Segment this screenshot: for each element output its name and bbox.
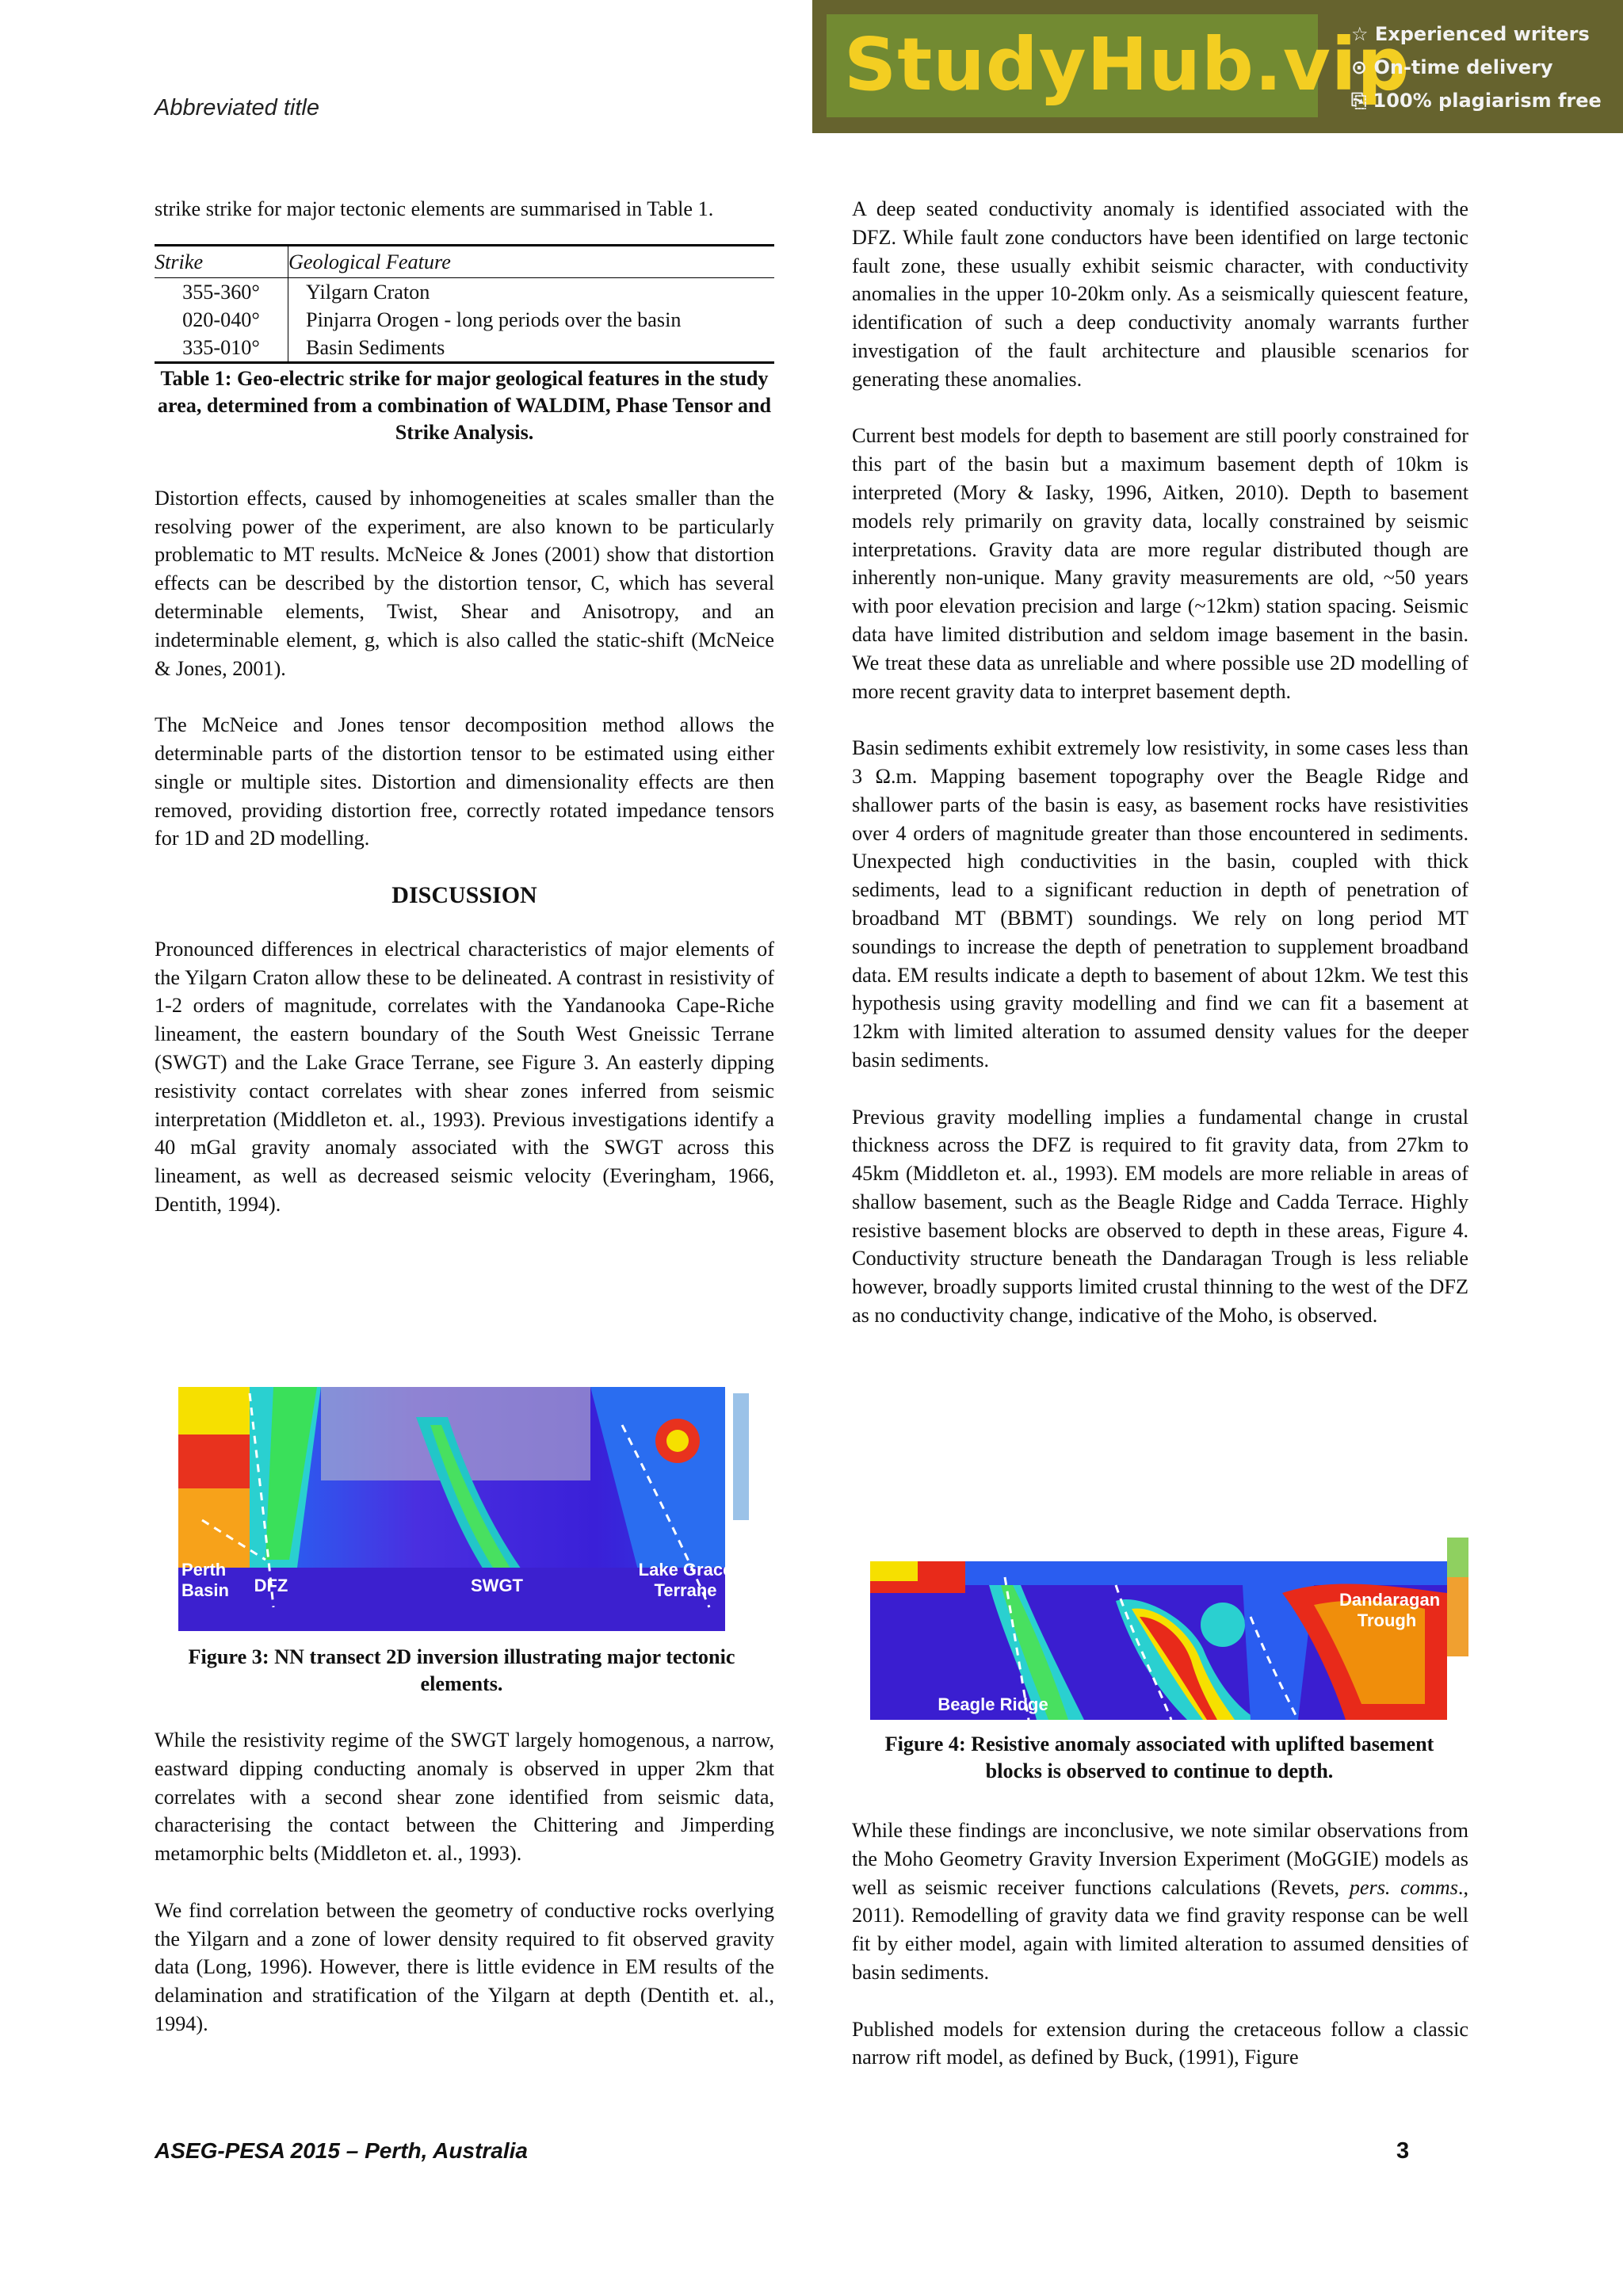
figure-4-image (870, 1530, 1468, 1728)
feature-experienced-writers: ☆ Experienced writers (1351, 23, 1590, 45)
paragraph-distortion: Distortion effects, caused by inhomogeneities at scales smaller than the resolving power of the experiment, are also known to be particularly problematic to MT results. McNeice & Jones (2001) show that distortion effects can be described by the distortion tensor, C, which has several determinable elements, Twist, Shear and Anisotropy, and an indeterminable element, g, which is also called the static-shift (McNeice & Jones, 2001). (155, 486, 774, 680)
footer-page-number: 3 (1396, 2138, 1410, 2164)
table-cell: 335-010° (155, 334, 288, 363)
strike-table (155, 244, 774, 364)
table-row (155, 306, 774, 334)
table-header-strike: Strike (155, 245, 288, 277)
figure-3-image (178, 1370, 774, 1631)
label-lake-grace-terrane: Lake Grace Terrane (638, 1560, 733, 1600)
footer-conference: ASEG-PESA 2015 – Perth, Australia (155, 2138, 528, 2163)
feature-plagiarism-free: ⎘ 100% plagiarism free (1351, 90, 1602, 112)
label-beagle-ridge: Beagle Ridge (938, 1694, 1048, 1714)
table-cell: Yilgarn Craton (306, 280, 430, 304)
findings-text-italic: pers. comms (1349, 1875, 1458, 1899)
left-column (155, 195, 774, 1247)
paragraph-findings (852, 1817, 1468, 1987)
paragraph-correlation: We find correlation between the geometry of conductive rocks overlying the Yilgarn and a zone of lower density required to fit observed gravity data (Long, 1996). However, there is little evidence in EM results of the delamination and stratification of the Yilgarn at depth (Dentith et. al., 1994). (155, 1898, 774, 2035)
label-dfz: DFZ (254, 1576, 288, 1595)
table-row (155, 334, 774, 363)
paragraph-published-models: Published models for extension during the cretaceous follow a classic narrow rift model, as defined by Buck, (1991), Figure (852, 2017, 1468, 2069)
paragraph-gravity-modelling: Previous gravity modelling implies a fundamental change in crustal thickness across the DFZ is required to fit gravity data, from 27km to 45km (Middleton et. al., 1993). EM models are more reliable in areas of shallow basement, such as the Beagle Ridge and Cadda Terrace. Highly resistive basement blocks are observed to depth in these areas, Figure 4. Conductivity structure beneath the Dandaragan Trough is less reliable however, broadly supports limited crustal thinning to the west of the DFZ as no conductivity change, indicative of the Moho, is observed. (852, 1105, 1468, 1328)
findings-text-a: While these findings are inconclusive, we note similar observations from the Moho Geometry Gravity Inversion Experiment (MoGGIE) models as well as seismic receiver functions calculations (Revets, (852, 1819, 1468, 1899)
paragraph-yilgarn: Pronounced differences in electrical characteristics of major elements of the Yilgarn Craton allow these to be delineated. A contrast in resistivity of 1-2 orders of magnitude, correlates with the Yandanooka Cape-Riche lineament, the eastern boundary of the South West Gneissic Terrane (SWGT) and the Lake Grace Terrane, see Figure 3. An easterly dipping resistivity contact correlates with shear zones inferred from seismic interpretation (Middleton et. al., 1993). Previous investigations identify a 40 mGal gravity anomaly associated with the SWGT across this lineament, as well as decreased seismic velocity (Everingham, 1966, Dentith, 1994). (155, 937, 774, 1216)
feature-on-time-delivery: ⊙ On-time delivery (1351, 56, 1553, 78)
table-cell: Pinjarra Orogen - long periods over the basin (306, 308, 682, 331)
table-row (155, 277, 774, 306)
left-column-lower (155, 1726, 774, 2067)
table-cell: 355-360° (155, 277, 288, 306)
paragraph-dfz-anomaly: A deep seated conductivity anomaly is identified associated with the DFZ. While fault zone conductors have been identified on large tectonic fault zone, these usually exhibit seismic character, with conductivity anomalies in the upper 10-20km only. As a seismically quiescent feature, identification of such a deep conductivity anomaly warrants further investigation of the fault architecture and plausible scenarios for generating these anomalies. (852, 197, 1468, 391)
table-header-feature: Geological Feature (288, 245, 775, 277)
right-column-lower (852, 1817, 1468, 2100)
banner-feature-list (1351, 17, 1602, 117)
running-title: Abbreviated title (155, 95, 319, 120)
paragraph-basin-sediments: Basin sediments exhibit extremely low resistivity, in some cases less than 3 Ω.m. Mapping basement topography over the Beagle Ridge and shallower parts of the basin is easy, as basement rocks have resistivities over 4 orders of magnitude greater than those encountered in sediments. Unexpected high conductivities in the basin, coupled with thick sediments, lead to a significant reduction in depth of penetration of broadband MT (BBMT) soundings. We rely on long period MT soundings to increase the depth of penetration to supplement broadband data. EM results indicate a depth to basement of about 12km. We test this hypothesis using gravity modelling and find we can fit a basement at 12km with limited alteration to assumed density values for the deeper basin sediments. (852, 736, 1468, 1072)
label-perth-basin: Perth Basin (181, 1560, 229, 1600)
figure-3-caption: Figure 3: NN transect 2D inversion illustrating major tectonic elements. (188, 1645, 735, 1695)
studyhub-banner[interactable] (812, 0, 1623, 133)
table-cell: 020-040° (155, 306, 288, 334)
section-heading: DISCUSSION (391, 881, 537, 908)
intro-paragraph: strike strike for major tectonic elements are summarised in Table 1. (155, 197, 714, 220)
right-column (852, 195, 1468, 1358)
table-cell: Basin Sediments (288, 334, 775, 363)
figure-4-caption: Figure 4: Resistive anomaly associated with uplifted basement blocks is observed to continue to depth. (884, 1733, 1434, 1782)
paragraph-swgt: While the resistivity regime of the SWGT largely homogenous, a narrow, eastward dipping conducting anomaly is observed in upper 2km that correlates with a second shear zone identified from seismic data, characterising the contact between the Chittering and Jimperding metamorphic belts (Middleton et. al., 1993). (155, 1729, 774, 1866)
label-swgt: SWGT (471, 1576, 523, 1595)
label-dandaragan-trough: Dandaragan Trough (1339, 1590, 1441, 1630)
studyhub-logo[interactable] (827, 14, 1411, 117)
table-caption: Table 1: Geo-electric strike for major geological features in the study area, determined from a combination of WALDIM, Phase Tensor and Strike Analysis. (157, 366, 772, 444)
findings-text-b: ., 2011). Remodelling of gravity data we find gravity response can be well fit by either model, again with limited alteration to assumed densities of basin sediments. (852, 1875, 1468, 1984)
paragraph-decomposition: The McNeice and Jones tensor decomposition method allows the determinable parts of the distortion tensor to be estimated using either single or multiple sites. Distortion and dimensionality effects are then removed, providing distortion free, correctly rotated impedance tensors for 1D and 2D modelling. (155, 713, 774, 850)
paragraph-basement-depth: Current best models for depth to basement are still poorly constrained for this part of the basin but a maximum basement depth of 10km is interpreted (Mory & Iasky, 1996, Aitken, 2010). Depth to basement models rely primarily on gravity data, locally constrained by seismic interpretations. Gravity data are more regular distributed though are inherently non-unique. Many gravity measurements are old, ~50 years with poor elevation precision and large (~12km) station spacing. Seismic data have limited distribution and seldom image basement in the basin. We treat these data as unreliable and where possible use 2D modelling of more recent gravity data to interpret basement depth. (852, 424, 1468, 703)
logo-text: StudyHub.vip (844, 22, 1411, 107)
